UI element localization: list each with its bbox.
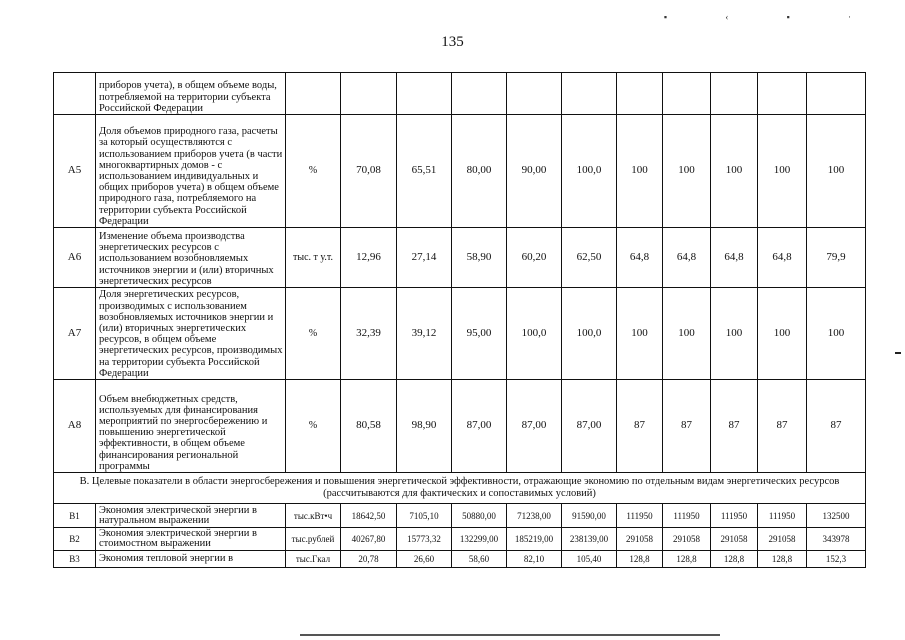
page-number: 135: [441, 34, 464, 50]
value-cell: 91590,00: [562, 504, 617, 528]
value-cell: 39,12: [397, 288, 452, 380]
value-cell: 80,00: [452, 115, 507, 228]
value-cell: 98,90: [397, 380, 452, 473]
indicator-code: А8: [54, 380, 96, 473]
table-body-b: [54, 504, 866, 568]
section-b-body: [54, 473, 866, 504]
value-cell: [397, 73, 452, 115]
value-cell: 100: [663, 288, 711, 380]
value-cell: 87,00: [507, 380, 562, 473]
value-cell: [617, 73, 663, 115]
value-cell: 87: [758, 380, 807, 473]
value-cell: 87: [617, 380, 663, 473]
value-cell: 87,00: [452, 380, 507, 473]
indicator-description: Экономия тепловой энергии в: [96, 551, 286, 568]
value-cell: [341, 73, 397, 115]
value-cell: [807, 73, 866, 115]
value-cell: 132500: [807, 504, 866, 528]
value-cell: 291058: [617, 528, 663, 551]
indicator-code: В1: [54, 504, 96, 528]
value-cell: 62,50: [562, 228, 617, 288]
indicator-description: Доля энергетических ресурсов, производимых с использованием возобновляемых источников энергии и (или) вторичных энергетических ресурсов, в общем объеме энергетических ресурсов, производимых на территории субъекта Российской Федерации: [96, 288, 286, 380]
value-cell: 343978: [807, 528, 866, 551]
indicator-code: В2: [54, 528, 96, 551]
value-cell: 18642,50: [341, 504, 397, 528]
margin-mark: [895, 352, 901, 354]
value-cell: 100: [711, 115, 758, 228]
unit-cell: тыс.Гкал: [286, 551, 341, 568]
value-cell: 128,8: [758, 551, 807, 568]
indicator-description: Изменение объема производства энергетических ресурсов с использованием возобновляемых источников энергии и (или) вторичных энергетических ресурсов: [96, 228, 286, 288]
value-cell: 27,14: [397, 228, 452, 288]
indicators-table: [53, 72, 866, 568]
value-cell: 128,8: [663, 551, 711, 568]
indicator-description: Доля объемов природного газа, расчеты за который осуществляются с использованием приборов учета (в части многоквартирных домов - с использованием индивидуальных и общих приборов учета) в общем объеме природного газа, потребляемого на территории субъекта Российской Федерации: [96, 115, 286, 228]
value-cell: 15773,32: [397, 528, 452, 551]
page-bottom-rule: [300, 634, 720, 636]
value-cell: [452, 73, 507, 115]
unit-cell: [286, 73, 341, 115]
value-cell: 111950: [758, 504, 807, 528]
indicator-description: Экономия электрической энергии в стоимостном выражении: [96, 528, 286, 551]
unit-cell: %: [286, 115, 341, 228]
indicator-code: В3: [54, 551, 96, 568]
section-b-header: В. Целевые показатели в области энергосбережения и повышения энергетической эффективности, отражающие экономию по отдельным видам энергетических ресурсов (рассчитываются для фактических и сопоставимых условий): [54, 473, 866, 504]
value-cell: 58,90: [452, 228, 507, 288]
value-cell: 132299,00: [452, 528, 507, 551]
value-cell: 238139,00: [562, 528, 617, 551]
value-cell: 100: [807, 115, 866, 228]
indicator-description: Объем внебюджетных средств, используемых для финансирования мероприятий по энергосбережению и повышению энергетической эффективности, в общем объеме финансирования региональной программы: [96, 380, 286, 473]
section-header-row: [54, 473, 866, 504]
table-row: [54, 288, 866, 380]
unit-cell: тыс. т у.т.: [286, 228, 341, 288]
value-cell: 100: [617, 288, 663, 380]
value-cell: 105,40: [562, 551, 617, 568]
value-cell: 291058: [758, 528, 807, 551]
value-cell: [507, 73, 562, 115]
value-cell: 111950: [617, 504, 663, 528]
corner-marks: ▪ ‹ ▪ ·: [663, 12, 879, 22]
value-cell: [758, 73, 807, 115]
value-cell: 70,08: [341, 115, 397, 228]
value-cell: 71238,00: [507, 504, 562, 528]
indicator-description: Экономия электрической энергии в натуральном выражении: [96, 504, 286, 528]
value-cell: 111950: [711, 504, 758, 528]
value-cell: 100: [807, 288, 866, 380]
value-cell: 7105,10: [397, 504, 452, 528]
value-cell: 100: [663, 115, 711, 228]
unit-cell: %: [286, 380, 341, 473]
table-body-top: [54, 73, 866, 473]
value-cell: 87: [711, 380, 758, 473]
value-cell: 100,0: [562, 288, 617, 380]
table-row: [54, 380, 866, 473]
value-cell: 128,8: [711, 551, 758, 568]
indicator-code: А6: [54, 228, 96, 288]
value-cell: 111950: [663, 504, 711, 528]
value-cell: 100: [617, 115, 663, 228]
value-cell: 20,78: [341, 551, 397, 568]
value-cell: 80,58: [341, 380, 397, 473]
table-row: [54, 228, 866, 288]
value-cell: 100: [758, 288, 807, 380]
value-cell: 12,96: [341, 228, 397, 288]
value-cell: 64,8: [711, 228, 758, 288]
value-cell: 100: [711, 288, 758, 380]
indicator-code: [54, 73, 96, 115]
value-cell: 87,00: [562, 380, 617, 473]
value-cell: 65,51: [397, 115, 452, 228]
value-cell: 58,60: [452, 551, 507, 568]
value-cell: 291058: [711, 528, 758, 551]
value-cell: 95,00: [452, 288, 507, 380]
value-cell: 64,8: [758, 228, 807, 288]
table-row: [54, 528, 866, 551]
value-cell: 40267,80: [341, 528, 397, 551]
indicator-code: А5: [54, 115, 96, 228]
value-cell: 64,8: [663, 228, 711, 288]
value-cell: 100,0: [507, 288, 562, 380]
value-cell: 152,3: [807, 551, 866, 568]
value-cell: 60,20: [507, 228, 562, 288]
table-row: [54, 115, 866, 228]
unit-cell: %: [286, 288, 341, 380]
table-row: [54, 73, 866, 115]
value-cell: [562, 73, 617, 115]
value-cell: 90,00: [507, 115, 562, 228]
value-cell: 87: [663, 380, 711, 473]
table-row: [54, 551, 866, 568]
value-cell: 50880,00: [452, 504, 507, 528]
value-cell: 291058: [663, 528, 711, 551]
value-cell: 100: [758, 115, 807, 228]
value-cell: 82,10: [507, 551, 562, 568]
value-cell: 26,60: [397, 551, 452, 568]
value-cell: 128,8: [617, 551, 663, 568]
value-cell: 79,9: [807, 228, 866, 288]
value-cell: 100,0: [562, 115, 617, 228]
value-cell: 185219,00: [507, 528, 562, 551]
indicator-code: А7: [54, 288, 96, 380]
unit-cell: тыс.рублей: [286, 528, 341, 551]
indicator-description: приборов учета), в общем объеме воды, потребляемой на территории субъекта Российской Федерации: [96, 73, 286, 115]
value-cell: 64,8: [617, 228, 663, 288]
value-cell: [711, 73, 758, 115]
unit-cell: тыс.кВт•ч: [286, 504, 341, 528]
table-row: [54, 504, 866, 528]
value-cell: [663, 73, 711, 115]
value-cell: 87: [807, 380, 866, 473]
value-cell: 32,39: [341, 288, 397, 380]
